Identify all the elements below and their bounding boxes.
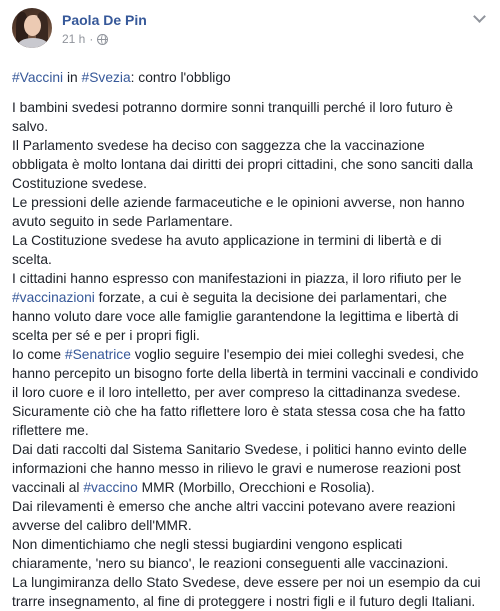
paragraph: I bambini svedesi potranno dormire sonni tranquilli perché il loro futuro è salvo. (12, 100, 453, 134)
title-text: : contro l'obbligo (130, 70, 231, 85)
paragraph: Il Parlamento svedese ha deciso con saggezza che la vaccinazione obbligata è molto lontana dai diritti dei propri cittadini, che sono sanciti dalla Costituzione svedese. (12, 138, 473, 191)
separator-dot: · (89, 32, 94, 46)
paragraph-text: I cittadini hanno espresso con manifestazioni in piazza, il loro rifiuto per le (12, 271, 462, 286)
post-timestamp[interactable]: 21 h (62, 32, 86, 46)
paragraph: Sicuramente ciò che ha fatto riflettere loro è stata stessa cosa che ha fatto riflettere me. (12, 404, 466, 438)
post-subline (62, 31, 147, 47)
paragraph-text: MMR (Morbillo, Orecchioni e Rosolia). (137, 480, 375, 495)
hashtag-vaccinazioni[interactable]: #vaccinazioni (12, 290, 95, 305)
paragraph: Le pressioni delle aziende farmaceutiche e le opinioni avverse, non hanno avuto seguito in sede Parlamentare. (12, 195, 465, 229)
paragraph-text: voglio seguire l'esempio dei miei colleghi svedesi, che hanno percepito un bisogno forte della libertà in termini vaccinali e condivido il loro cuore e il loro intelletto, per aver compreso la cittadinanza svedese. (12, 347, 479, 400)
paragraph: La Costituzione svedese ha avuto applicazione in termini di libertà e di scelta. (12, 233, 442, 267)
paragraph: La lungimiranza dello Stato Svedese, deve essere per noi un esempio da cui trarre insegnamento, al fine di proteggere i nostri figli e il futuro degli Italiani. (12, 575, 481, 609)
author-name[interactable]: Paola De Pin (62, 12, 147, 28)
paragraph-text: forzate, a cui è seguita la decisione dei parlamentari, che hanno voluto dare voce alle famiglie garantendone la legittima e libertà di scelta per sé e per i propri figli. (12, 290, 459, 343)
post-options-chevron-down-icon[interactable] (472, 12, 486, 24)
post-body (12, 54, 490, 611)
paragraph-text: Dai dati raccolti dal Sistema Sanitario Svedese, i politici hanno evinto delle informazioni che hanno messo in rilievo le gravi e numerose reazioni post vaccinali al (12, 442, 467, 495)
post-meta (62, 8, 147, 47)
author-avatar[interactable] (12, 8, 52, 48)
paragraph (12, 440, 484, 497)
hashtag-vaccini[interactable]: #Vaccini (12, 70, 64, 85)
globe-icon[interactable] (97, 34, 108, 45)
paragraph-text: Io come (12, 347, 65, 362)
paragraph (12, 269, 484, 345)
paragraph: Dai rilevamenti è emerso che anche altri vaccini potevano avere reazioni avverse del calibro dell'MMR. (12, 499, 456, 533)
paragraph (12, 345, 484, 402)
title-text: in (63, 70, 82, 85)
post-title (12, 68, 484, 87)
hashtag-vaccino[interactable]: #vaccino (83, 480, 138, 495)
paragraph: Non dimentichiamo che negli stessi bugiardini vengono esplicati chiaramente, 'nero su bianco', le reazioni conseguenti alle vaccinazioni. (12, 537, 449, 571)
hashtag-senatrice[interactable]: #Senatrice (64, 347, 131, 362)
post-header (12, 8, 490, 54)
hashtag-svezia[interactable]: #Svezia (81, 70, 131, 85)
